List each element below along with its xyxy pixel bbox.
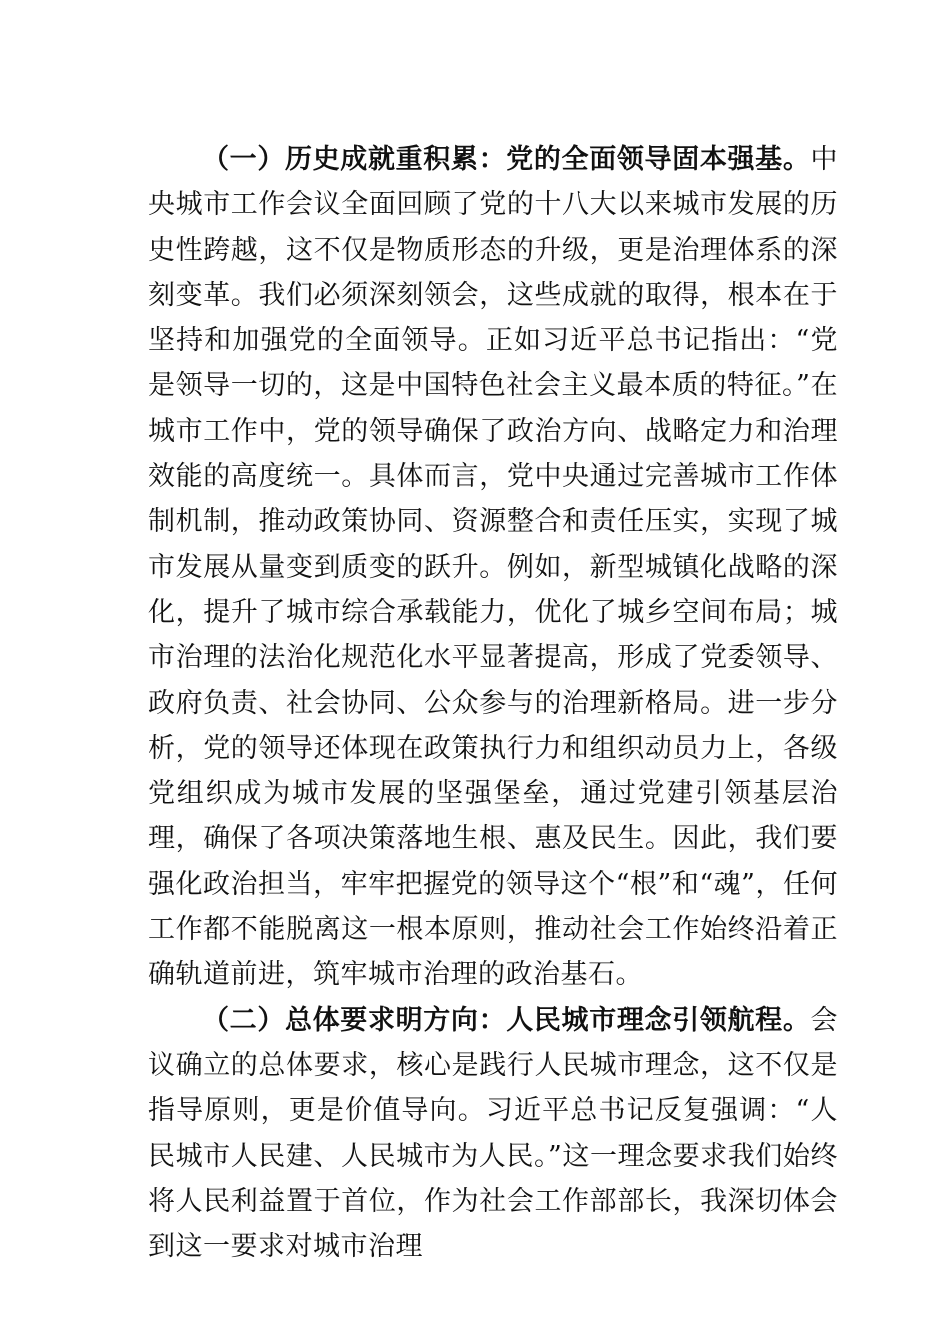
paragraph-2 bbox=[148, 998, 838, 1270]
paragraph-1 bbox=[148, 137, 838, 998]
paragraph-2-body: 会议确立的总体要求，核心是践行人民城市理念，这不仅是指导原则，更是价值导向。习近平总书记反复强调：“人民城市人民建、人民城市为人民。”这一理念要求我们始终将人民利益置于首位，作为社会工作部部长，我深切体会到这一要求对城市治理 bbox=[148, 1004, 838, 1263]
document-page bbox=[148, 137, 838, 1269]
section-heading-2: （二）总体要求明方向：人民城市理念引领航程。 bbox=[202, 1004, 811, 1036]
paragraph-1-body: 中央城市工作会议全面回顾了党的十八大以来城市发展的历史性跨越，这不仅是物质形态的升级，更是治理体系的深刻变革。我们必须深刻领会，这些成就的取得，根本在于坚持和加强党的全面领导。正如习近平总书记指出：“党是领导一切的，这是中国特色社会主义最本质的特征。”在城市工作中，党的领导确保了政治方向、战略定力和治理效能的高度统一。具体而言，党中央通过完善城市工作体制机制，推动政策协同、资源整合和责任压实，实现了城市发展从量变到质变的跃升。例如，新型城镇化战略的深化，提升了城市综合承载能力，优化了城乡空间布局；城市治理的法治化规范化水平显著提高，形成了党委领导、政府负责、社会协同、公众参与的治理新格局。进一步分析，党的领导还体现在政策执行力和组织动员力上，各级党组织成为城市发展的坚强堡垒，通过党建引领基层治理，确保了各项决策落地生根、惠及民生。因此，我们要强化政治担当，牢牢把握党的领导这个“根”和“魂”，任何工作都不能脱离这一根本原则，推动社会工作始终沿着正确轨道前进，筑牢城市治理的政治基石。 bbox=[148, 144, 838, 991]
section-heading-1: （一）历史成就重积累：党的全面领导固本强基。 bbox=[202, 144, 811, 175]
